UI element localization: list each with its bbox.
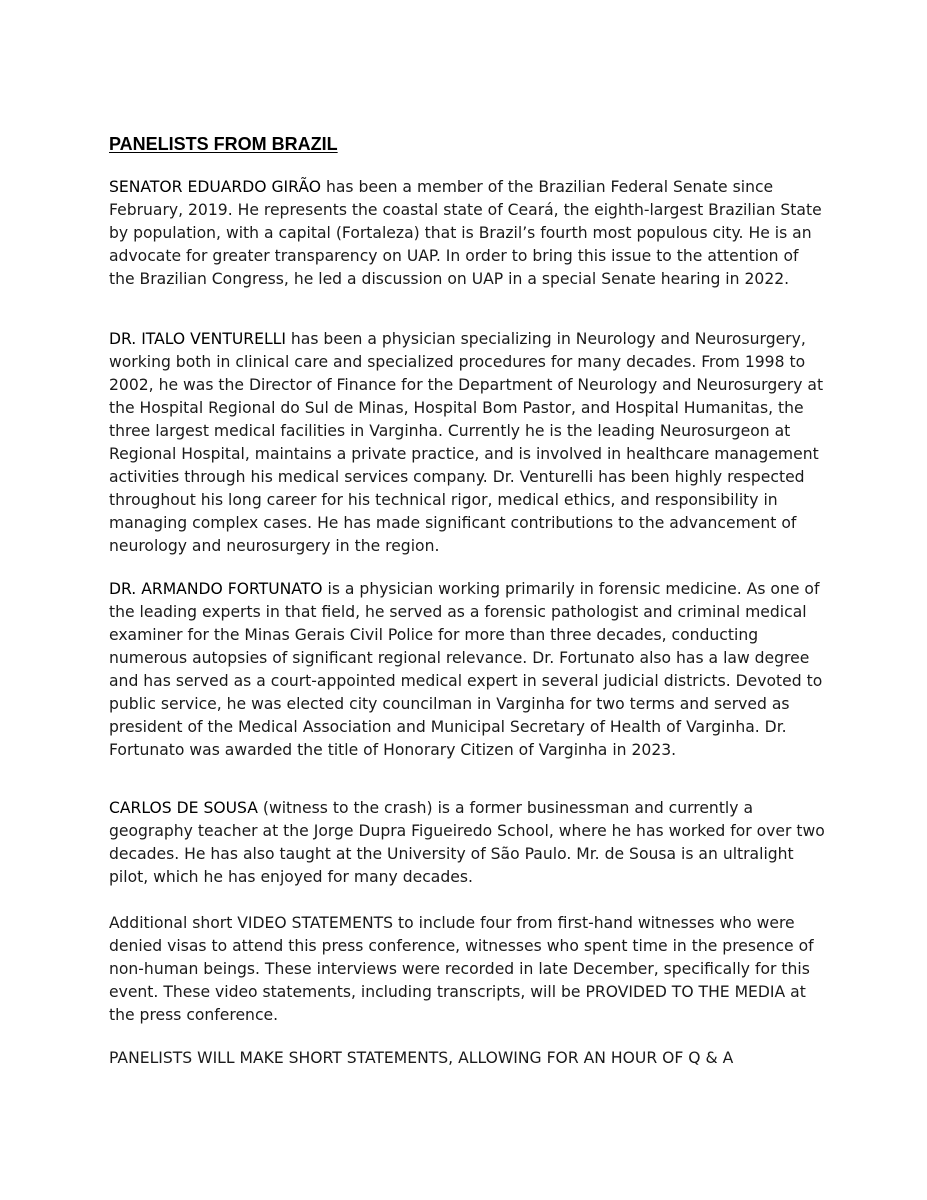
panelist-bio-fortunato (109, 578, 829, 762)
panelist-description: has been a physician specializing in Neurology and Neurosurgery, working both in clinical care and specialized procedures for many decades. From 1998 to 2002, he was the Director of Finance for the Department of Neurology and Neurosurgery at the Hospital Regional do Sul de Minas, Hospital Bom Pastor, and Hospital Humanitas, the three largest medical facilities in Varginha. Currently he is the leading Neurosurgeon at Regional Hospital, maintains a private practice, and is involved in healthcare management activities through his medical services company. Dr. Venturelli has been highly respected throughout his long career for his technical rigor, medical ethics, and responsibility in managing complex cases. He has made significant contributions to the advancement of neurology and neurosurgery in the region. (109, 330, 824, 555)
video-statements-note: Additional short VIDEO STATEMENTS to include four from first-hand witnesses who were denied visas to attend this press conference, witnesses who spent time in the presence of non-human beings. These interviews were recorded in late December, specifically for this event. These video statements, including transcripts, will be PROVIDED TO THE MEDIA at the press conference. (109, 914, 814, 1024)
closing-statement: PANELISTS WILL MAKE SHORT STATEMENTS, ALLOWING FOR AN HOUR OF Q & A (109, 1049, 734, 1067)
panelist-description: is a physician working primarily in forensic medicine. As one of the leading experts in that field, he served as a forensic pathologist and criminal medical examiner for the Minas Gerais Civil Police for more than three decades, conducting numerous autopsies of significant regional relevance. Dr. Fortunato also has a law degree and has served as a court-appointed medical expert in several judicial districts. Devoted to public service, he was elected city councilman in Varginha for two terms and served as president of the Medical Association and Municipal Secretary of Health of Varginha. Dr. Fortunato was awarded the title of Honorary Citizen of Varginha in 2023. (109, 580, 823, 759)
panelist-description: (witness to the crash) is a former businessman and currently a geography teacher at the Jorge Dupra Figueiredo School, where he has worked for over two decades. He has also taught at the University of São Paulo. Mr. de Sousa is an ultralight pilot, which he has enjoyed for many decades. (109, 799, 825, 886)
panelist-bio-de-sousa (109, 797, 829, 889)
panelist-name: DR. ITALO VENTURELLI (109, 330, 286, 348)
panelist-name: SENATOR EDUARDO GIRÃO (109, 178, 322, 196)
panelist-description: has been a member of the Brazilian Federal Senate since February, 2019. He represents the coastal state of Ceará, the eighth-largest Brazilian State by population, with a capital (Fortaleza) that is Brazil’s fourth most populous city. He is an advocate for greater transparency on UAP. In order to bring this issue to the attention of the Brazilian Congress, he led a discussion on UAP in a special Senate hearing in 2022. (109, 178, 822, 288)
panelist-name: CARLOS DE SOUSA (109, 799, 258, 817)
panelist-bio-venturelli (109, 328, 829, 558)
panelist-bio-girao (109, 176, 829, 291)
panelist-name: DR. ARMANDO FORTUNATO (109, 580, 323, 598)
document-heading: PANELISTS FROM BRAZIL (109, 134, 338, 154)
